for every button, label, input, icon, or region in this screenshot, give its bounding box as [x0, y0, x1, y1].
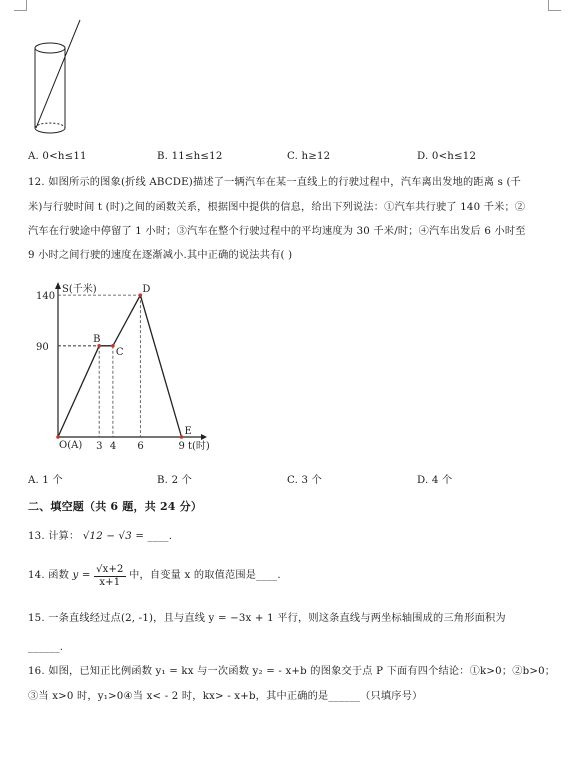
data-line [58, 295, 182, 437]
distance-time-chart [28, 280, 228, 456]
q12-option-a: A. 1 个 [28, 475, 63, 486]
q12-option-b: B. 2 个 [157, 475, 193, 486]
point-label: C [115, 346, 124, 358]
q11-option-a: A. 0<h≤11 [28, 151, 87, 162]
q13-blank: ____. [147, 531, 173, 542]
y-axis-label: S(千米) [62, 284, 97, 295]
point-label: E [184, 426, 192, 437]
q14-suffix: 中，自变量 x 的取值范围是____. [129, 570, 281, 581]
q15-line-1: 15. 一条直线经过点(2, -1)，且与直线 y = −3x + 1 平行，则这条直线与两坐标轴围成的三角形面积为 [28, 613, 506, 624]
x-axis-arrow [201, 434, 207, 440]
q12-option-d: D. 4 个 [417, 475, 453, 486]
q13 [28, 530, 172, 544]
data-point [180, 435, 184, 439]
point-label: D [142, 284, 151, 296]
data-point [111, 344, 115, 348]
q14-denominator: x+1 [99, 576, 121, 588]
q14-y: y = [72, 570, 91, 581]
x-tick-label: 9 [178, 441, 185, 452]
x-tick-label: 4 [109, 441, 117, 452]
crop-mark-top-left [14, 0, 27, 11]
point-label: B [93, 333, 101, 345]
q15-line-2: ______. [28, 642, 64, 653]
q13-prefix: 13. 计算： [28, 531, 80, 542]
q11-option-c: C. h≥12 [287, 151, 331, 162]
q12-option-c: C. 3 个 [287, 475, 323, 486]
q14-numerator: √x+2 [96, 563, 124, 575]
q12-line-4: 9 小时之间行驶的速度在逐渐减小.其中正确的说法共有( ) [28, 250, 293, 261]
q12-line-1: 12. 如图所示的图象(折线 ABCDE)描述了一辆汽车在某一直线上的行驶过程中，汽车离出发地的距离 s (千 [28, 177, 522, 188]
q14 [28, 561, 281, 593]
q12-line-3: 汽车在行驶途中停留了 1 小时；③汽车在整个行驶过程中的平均速度为 30 千米/时；④汽车出发后 6 小时至 [28, 226, 526, 237]
q11-option-d: D. 0<h≤12 [417, 151, 477, 162]
q14-fraction [94, 564, 126, 589]
x-tick-label: 3 [96, 441, 103, 452]
y-tick-label: 90 [36, 341, 49, 353]
x-axis-label: t(时) [188, 441, 210, 452]
q14-prefix: 14. 函数 [28, 570, 70, 581]
crop-mark-top-right [548, 0, 561, 11]
y-tick-label: 140 [36, 291, 56, 303]
y-axis-arrow [55, 282, 61, 289]
q11-option-b: B. 11≤h≤12 [157, 151, 223, 162]
point-label: O(A) [59, 440, 83, 451]
cylinder-figure [28, 18, 88, 138]
data-point [56, 435, 60, 439]
x-tick-label: 6 [137, 441, 144, 452]
q16-line-1: 16. 如图，已知正比例函数 y₁ = kx 与一次函数 y₂ = - x+b 的图象交于点 P 下面有四个结论：①k>0；②b>0； [28, 666, 556, 677]
q16-line-2: ③当 x>0 时，y₁>0④当 x< - 2 时，kx> - x+b，其中正确的是______（只填序号） [28, 691, 423, 702]
section-2-title: 二、填空题（共 6 题，共 24 分） [28, 500, 203, 513]
q13-expression: √12 − √3 = [82, 531, 145, 542]
q12-line-2: 米)与行驶时间 t (时)之间的函数关系，根据图中提供的信息，给出下列说法：①汽车共行驶了 140 千米；② [28, 202, 526, 213]
